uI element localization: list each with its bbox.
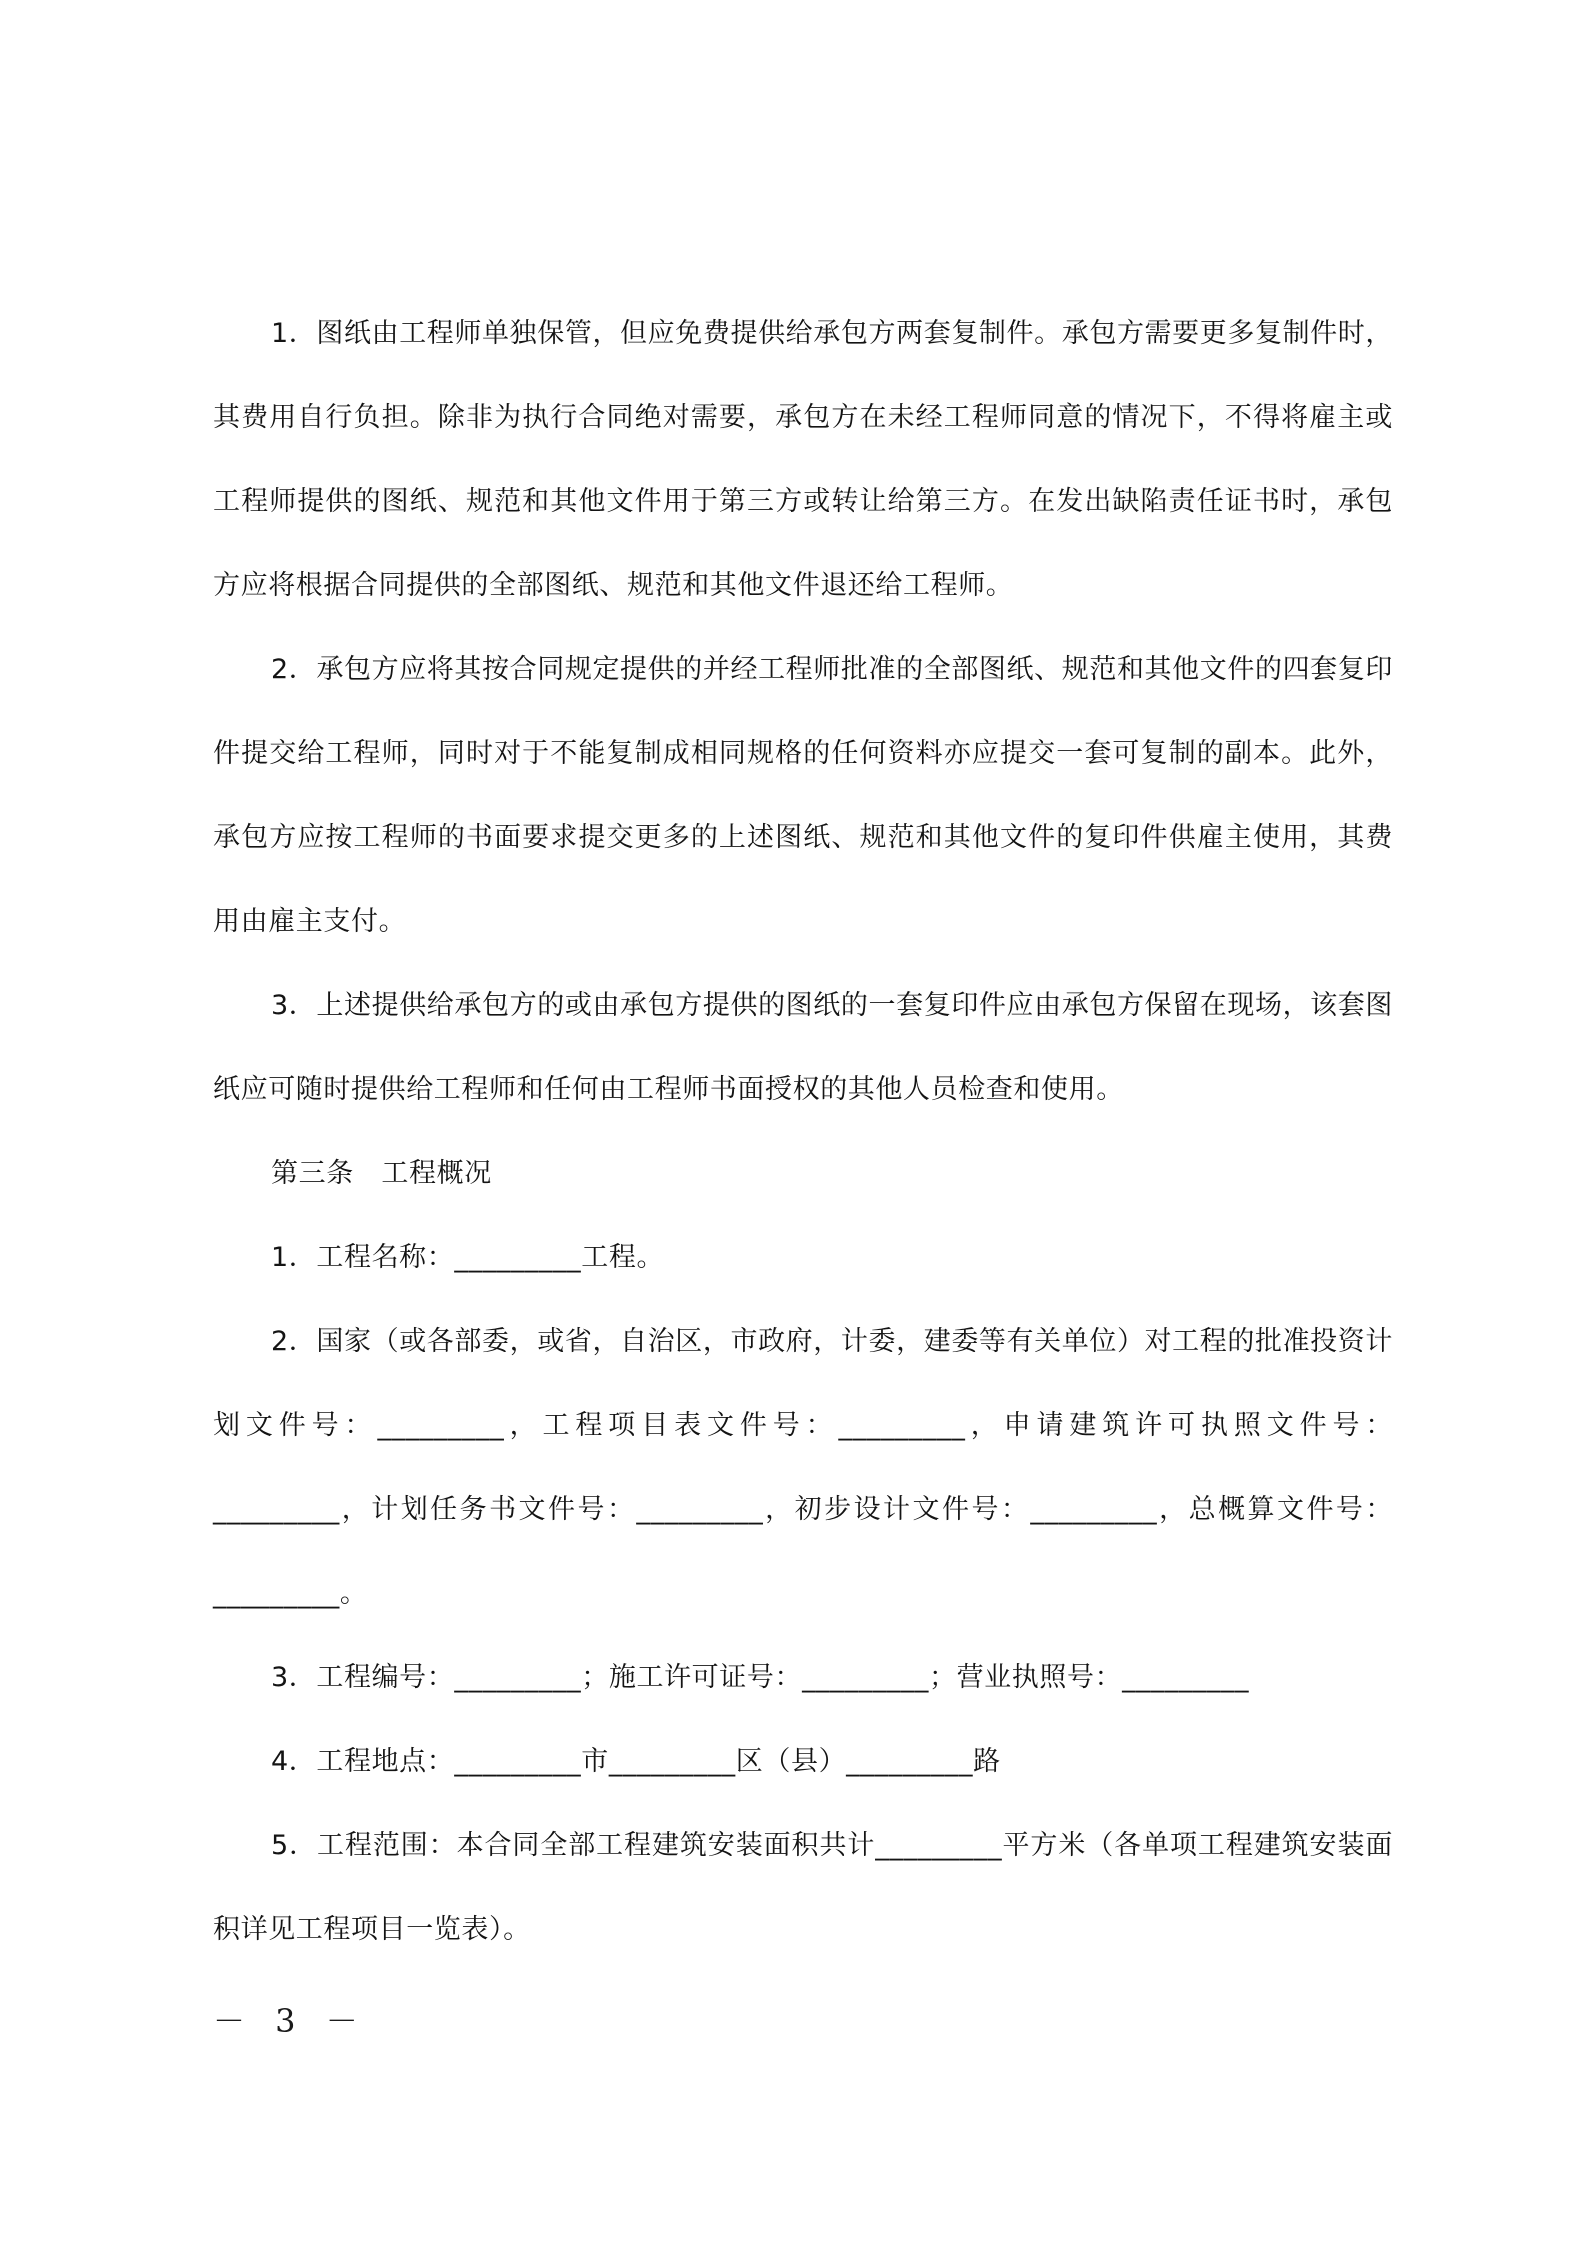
clause-drawings-on-site: 3．上述提供给承包方的或由承包方提供的图纸的一套复印件应由承包方保留在现场，该套图纸应可随时提供给工程师和任何由工程师书面授权的其他人员检查和使用。 — [213, 990, 1393, 1105]
project-name-line: 1．工程名称：_________工程。 — [271, 1242, 665, 1273]
approval-documents-line: 2．国家（或各部委，或省，自治区，市政府，计委，建委等有关单位）对工程的批准投资计划文件号：_________，工程项目表文件号：_________，申请建筑许可执照文件号：_________，计划任务书文件号：_________，初步设计文件号：_________，总概算文件号：_________。 — [213, 1326, 1393, 1609]
clause-drawings-custody: 1．图纸由工程师单独保管，但应免费提供给承包方两套复制件。承包方需要更多复制件时，其费用自行负担。除非为执行合同绝对需要，承包方在未经工程师同意的情况下，不得将雇主或工程师提供的图纸、规范和其他文件用于第三方或转让给第三方。在发出缺陷责任证书时，承包方应将根据合同提供的全部图纸、规范和其他文件退还给工程师。 — [213, 318, 1393, 601]
document-body — [213, 292, 1393, 1972]
project-number-line: 3．工程编号：_________；施工许可证号：_________；营业执照号：_________ — [271, 1662, 1250, 1693]
project-location-line: 4．工程地点：_________市_________区（县）_________路 — [271, 1746, 1001, 1777]
project-scope-line: 5．工程范围：本合同全部工程建筑安装面积共计_________平方米（各单项工程建筑安装面积详见工程项目一览表）。 — [213, 1830, 1393, 1945]
page-number: － 3 － — [213, 2002, 368, 2040]
article-three-heading: 第三条 工程概况 — [271, 1158, 492, 1189]
clause-drawings-submission: 2．承包方应将其按合同规定提供的并经工程师批准的全部图纸、规范和其他文件的四套复印件提交给工程师，同时对于不能复制成相同规格的任何资料亦应提交一套可复制的副本。此外，承包方应按工程师的书面要求提交更多的上述图纸、规范和其他文件的复印件供雇主使用，其费用由雇主支付。 — [213, 654, 1393, 937]
